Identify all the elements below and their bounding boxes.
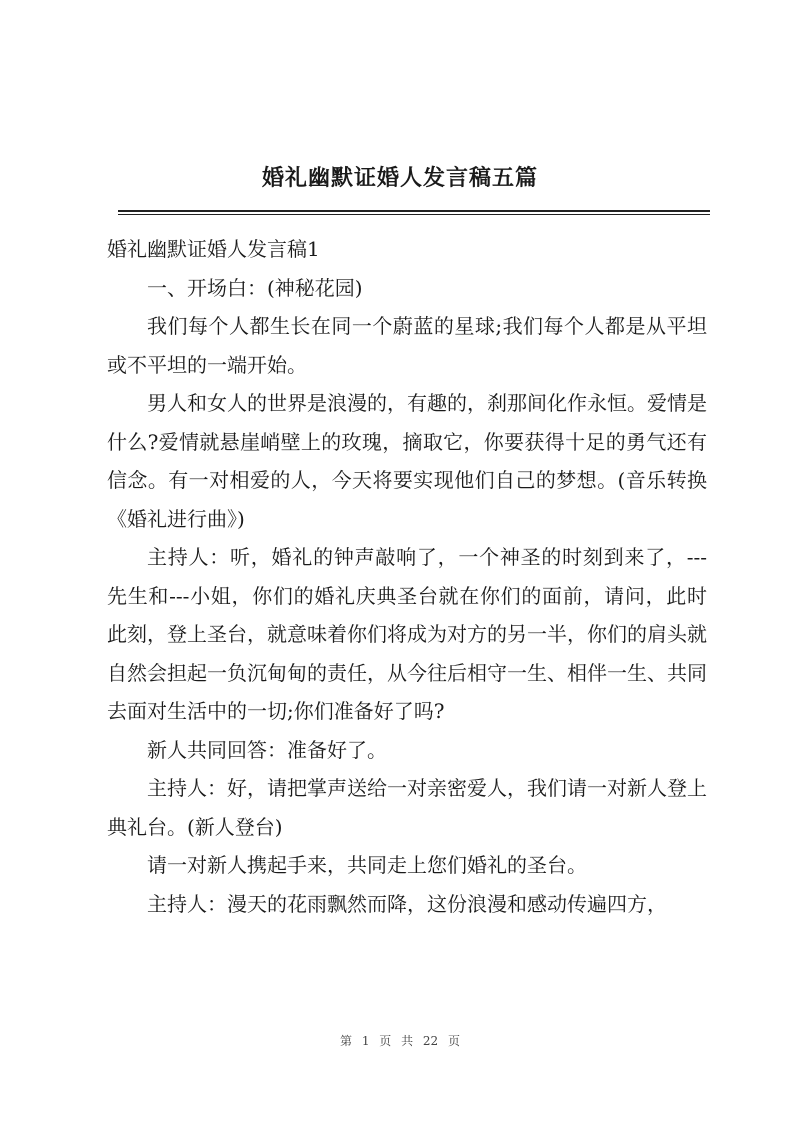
title-divider	[118, 210, 710, 212]
title-divider-thin	[118, 214, 710, 215]
paragraph: 请一对新人携起手来，共同走上您们婚礼的圣台。	[147, 853, 587, 877]
paragraph: 我们每个人都生长在同一个蔚蓝的星球;我们每个人都是从平坦或不平坦的一端开始。	[107, 314, 707, 377]
section-heading: 婚礼幽默证婚人发言稿1	[107, 237, 320, 261]
paragraph: 新人共同回答：准备好了。	[147, 737, 387, 762]
document-body	[107, 230, 707, 923]
paragraph: 一、开场白：(神秘花园)	[147, 275, 363, 300]
page-number-footer: 第 1 页 共 22 页	[340, 1034, 460, 1048]
paragraph: 男人和女人的世界是浪漫的，有趣的，刹那间化作永恒。爱情是什么?爱情就悬崖峭壁上的玫瑰，摘取它，你要获得十足的勇气还有信念。有一对相爱的人，今天将要实现他们自己的梦想。(音乐转换《婚礼进行曲》)	[107, 391, 707, 531]
paragraph: 主持人：听，婚礼的钟声敲响了，一个神圣的时刻到来了，---先生和---小姐，你们的婚礼庆典圣台就在你们的面前，请问，此时此刻，登上圣台，就意味着你们将成为对方的另一半，你们的肩头就自然会担起一负沉甸甸的责任，从今往后相守一生、相伴一生、共同去面对生活中的一切;你们准备好了吗?	[107, 545, 707, 723]
paragraph: 主持人：好，请把掌声送给一对亲密爱人，我们请一对新人登上典礼台。(新人登台)	[107, 776, 707, 839]
paragraph: 主持人：漫天的花雨飘然而降，这份浪漫和感动传遍四方，	[147, 891, 667, 916]
document-title: 婚礼幽默证婚人发言稿五篇	[261, 165, 538, 191]
